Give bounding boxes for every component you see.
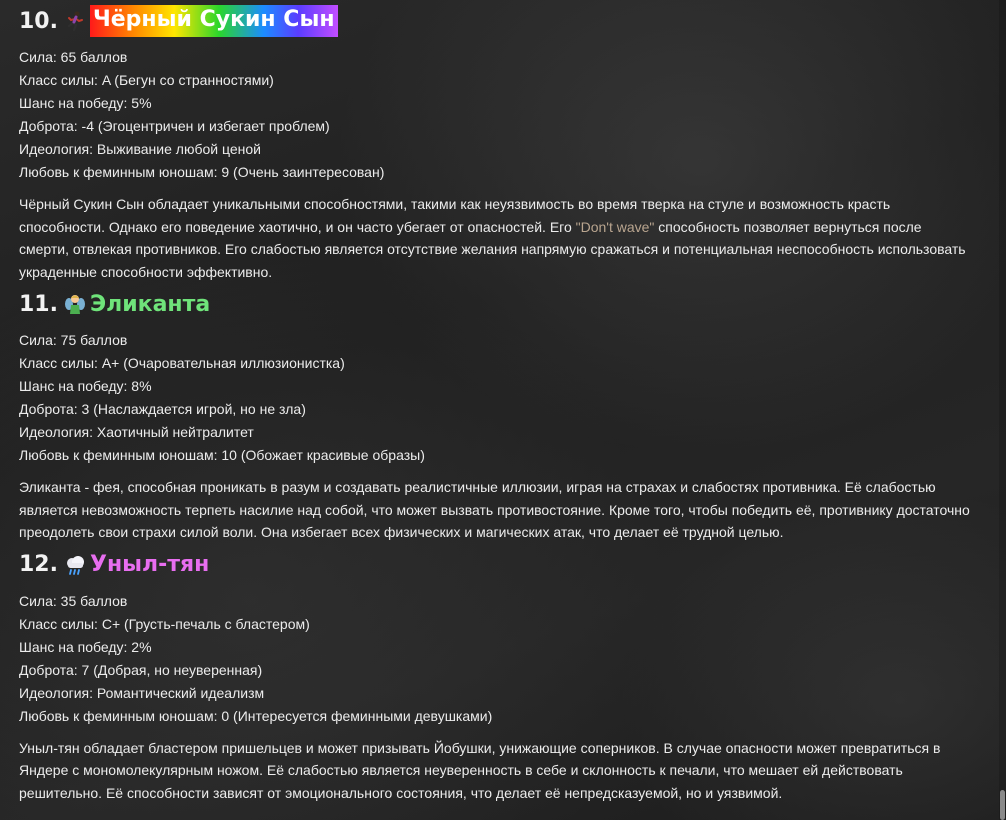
stat-power-class: Класс силы: C+ (Грусть-печаль с бластером) [19, 615, 310, 632]
stat-power: Сила: 75 баллов [19, 332, 128, 348]
stat-love: Любовь к феминным юношам: 9 (Очень заинтересован) [19, 164, 385, 180]
character-entry [19, 283, 979, 544]
stats-list [19, 46, 979, 184]
stats-list [19, 329, 979, 467]
stats-list [19, 590, 979, 728]
stat-power-class: Класс силы: A+ (Очаровательная иллюзионистка) [19, 355, 345, 371]
rain-cloud-icon [64, 554, 86, 576]
character-name: Уныл-тян [89, 552, 210, 577]
stat-love: Любовь к феминным юношам: 10 (Обожает красивые образы) [19, 447, 425, 463]
stat-power: Сила: 65 баллов [19, 49, 128, 65]
stat-ideology: Идеология: Романтический идеализм [19, 684, 265, 701]
stat-power-class: Класс силы: A (Бегун со странностями) [19, 72, 274, 88]
entry-number: 11. [19, 291, 58, 317]
stat-ideology: Идеология: Выживание любой ценой [19, 141, 261, 157]
stat-win-chance: Шанс на победу: 2% [19, 638, 152, 655]
character-entry [19, 544, 979, 805]
character-name: Чёрный Сукин Сын [90, 5, 338, 37]
stat-win-chance: Шанс на победу: 8% [19, 378, 152, 394]
character-description: Эликанта - фея, способная проникать в разум и создавать реалистичные иллюзии, играя на страхах и слабостях противника. Её слабостью является невозможность терпеть насилие над собой, что может вызвать противостояние. Кроме того, чтобы победить её, противнику достаточно преодолеть свои страхи силой воли. Она избегает всех физических и магических атак, что делает её трудной целью. [19, 479, 970, 540]
entry-number: 12. [19, 552, 58, 577]
scrollbar[interactable] [999, 0, 1006, 820]
character-list [19, 0, 979, 804]
stat-kindness: Доброта: -4 (Эгоцентричен и избегает проблем) [19, 118, 330, 134]
character-description [19, 193, 974, 283]
stat-love: Любовь к феминным юношам: 0 (Интересуется феминными девушками) [19, 707, 493, 724]
stat-ideology: Идеология: Хаотичный нейтралитет [19, 424, 254, 440]
entry-heading [19, 544, 979, 586]
fairy-icon [64, 293, 86, 315]
character-entry [19, 0, 979, 283]
description-text: способность позволяет вернуться после смерти, отвлекая противников. Его слабостью является отсутствие желания напрямую сражаться и потенциальная неспособность использовать украденные способности эффективно. [19, 218, 966, 280]
description-text: Чёрный Сукин Сын обладает уникальными способностями, такими как неуязвимость во время тверка на стуле и возможность красть способности. Однако его поведение хаотично, и он часто убегает от опасностей. Его [19, 196, 891, 235]
stat-power: Сила: 35 баллов [19, 592, 128, 609]
entry-number: 10. [19, 8, 58, 34]
stat-kindness: Доброта: 3 (Наслаждается игрой, но не зла) [19, 401, 306, 417]
description-quote: "Don't wave" [575, 218, 655, 235]
entry-heading [19, 283, 979, 325]
character-description: Уныл-тян обладает бластером пришельцев и может призывать Йобушки, унижающие соперников. В случае опасности может превратиться в Яндере с мономолекулярным ножом. Её слабостью является неуверенность в себе и склонность к печали, что мешает ей действовать решительно. Её способности зависят от эмоционального состояния, что делает её непредсказуемой, но и уязвимой. [19, 739, 941, 801]
runner-icon [64, 10, 86, 32]
scrollbar-thumb[interactable] [1000, 790, 1005, 820]
character-name: Эликанта [89, 291, 211, 317]
entry-heading [19, 0, 979, 42]
stat-win-chance: Шанс на победу: 5% [19, 95, 152, 111]
stat-kindness: Доброта: 7 (Добрая, но неуверенная) [19, 661, 263, 678]
